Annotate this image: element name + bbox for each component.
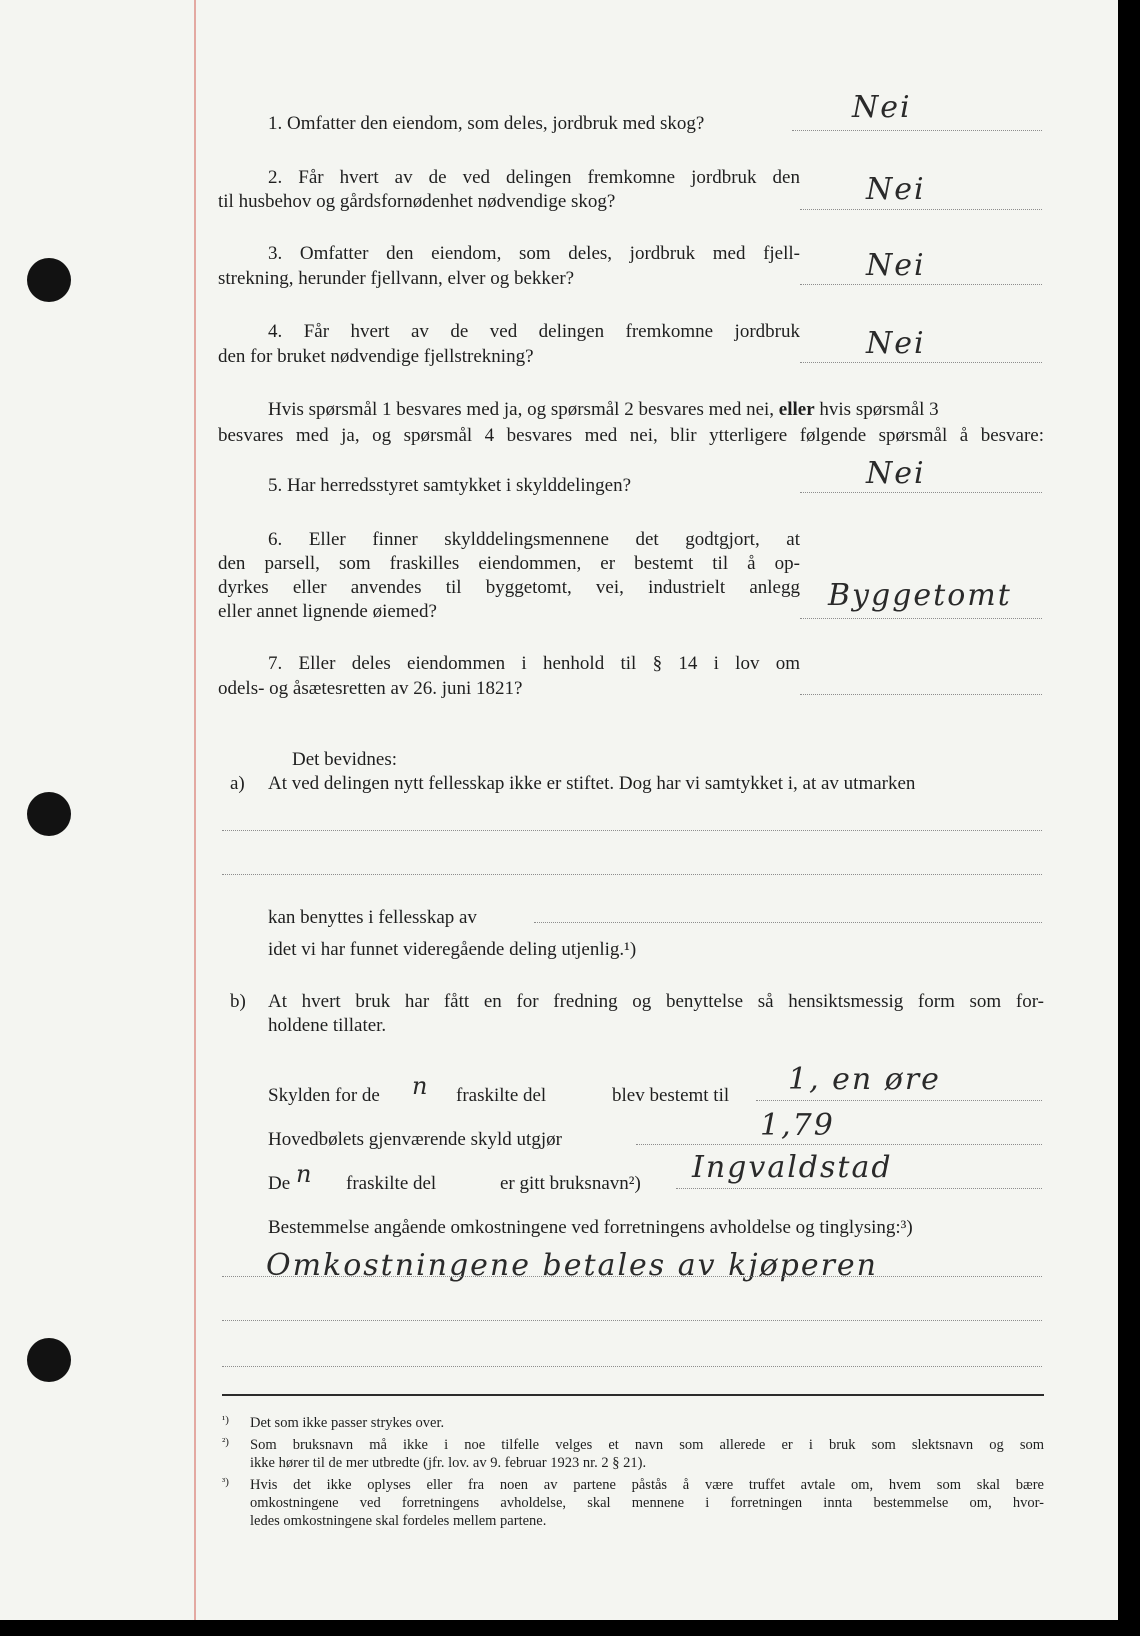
bruksnavn-hand-n: n [296,1160,314,1188]
question-3-line1: 3. Omfatter den eiendom, som deles, jordbruk med fjell- [268,243,800,264]
question-6-line3: dyrkes eller anvendes til byggetomt, vei, industrielt anlegg [218,577,800,598]
punch-hole [27,1338,71,1382]
bevis-idet-text: idet vi har funnet videregående deling utjenlig.¹) [268,939,637,960]
question-6-line2: den parsell, som fraskilles eiendommen, er bestemt til å op- [218,553,800,574]
answer-line [800,284,1042,285]
answer-line [800,694,1042,695]
bevis-a-label: a) [230,773,245,794]
footnote-1-num: ¹) [222,1414,229,1426]
answer-line [800,618,1042,619]
skyld-hand-n: n [412,1072,430,1100]
conditional-bold: eller [778,399,815,420]
footnote-rule [222,1394,1044,1396]
question-3-answer: Nei [866,248,926,283]
footnote-2-line2: ikke hører til de mer utbredte (jfr. lov. av 9. februar 1923 nr. 2 § 21). [250,1455,647,1471]
blank-line [222,874,1042,875]
bruksnavn-label-b: fraskilte del [346,1173,437,1194]
question-5-answer: Nei [866,456,926,491]
footnote-2-num: ²) [222,1436,229,1448]
punch-hole [27,258,71,302]
skyld-label-a: Skylden for de [268,1085,380,1106]
answer-line [792,130,1042,131]
answer-line [800,209,1042,210]
footnote-3-line2: omkostningene ved forretningens avholdelse, skal mennene i forretningen innta bestemmelse om, hvor- [250,1495,1044,1511]
bevis-kan-text: kan benyttes i fellesskap av [268,907,477,928]
blank-line [222,830,1042,831]
bruksnavn-label-c: er gitt bruksnavn²) [500,1173,641,1194]
bevis-a-text: At ved delingen nytt fellesskap ikke er stiftet. Dog har vi samtykket i, at av utmarken [268,773,916,794]
question-1-text: 1. Omfatter den eiendom, som deles, jordbruk med skog? [268,113,705,134]
conditional-line2: besvares med ja, og spørsmål 4 besvares med nei, blir ytterligere følgende spørsmål å besvare: [218,425,1044,446]
hoved-label: Hovedbølets gjenværende skyld utgjør [268,1129,562,1150]
answer-line [800,362,1042,363]
bevis-heading: Det bevidnes: [292,749,398,770]
conditional-line1 [268,398,939,422]
blank-line [222,1276,1042,1277]
omkost-value: Omkostningene betales av kjøperen [266,1248,879,1283]
blank-line [534,922,1042,923]
answer-line [676,1188,1042,1189]
question-6-answer: Byggetomt [828,578,1012,613]
footnote-3-line1: Hvis det ikke oplyses eller fra noen av partene påstås å være truffet avtale om, hvem som skal bære [250,1477,1044,1493]
question-2-line2: til husbehov og gårdsfornødenhet nødvendige skog? [218,191,616,212]
answer-line [800,492,1042,493]
question-6-line1: 6. Eller finner skylddelingsmennene det godtgjort, at [268,529,800,550]
answer-line [636,1144,1042,1145]
question-1-answer: Nei [852,90,912,125]
blank-line [222,1366,1042,1367]
question-4-answer: Nei [866,326,926,361]
footnote-1-line1: Det som ikke passer strykes over. [250,1415,445,1431]
bevis-b-line1: At hvert bruk har fått en for fredning og benyttelse så hensiktsmessig form som for- [268,991,1044,1012]
bevis-b-label: b) [230,991,246,1012]
skyld-value: 1, en øre [788,1062,941,1097]
skyld-label-c: blev bestemt til [612,1085,730,1106]
question-4-line1: 4. Får hvert av de ved delingen fremkomne jordbruk [268,321,800,342]
bruksnavn-value: Ingvaldstad [692,1150,893,1185]
hoved-value: 1,79 [760,1108,835,1143]
footnote-2-line1: Som bruksnavn må ikke i noe tilfelle velges et navn som allerede er i bruk som slektsnavn og som [250,1437,1044,1453]
conditional-text-b: hvis spørsmål 3 [819,399,939,420]
skyld-label-b: fraskilte del [456,1085,547,1106]
omkost-label: Bestemmelse angående omkostningene ved forretningens avholdelse og tinglysing:³) [268,1217,913,1238]
question-2-answer: Nei [866,172,926,207]
question-2-line1: 2. Får hvert av de ved delingen fremkomne jordbruk den [268,167,800,188]
question-7-line2: odels- og åsætesretten av 26. juni 1821? [218,678,523,699]
question-4-line2: den for bruket nødvendige fjellstrekning? [218,346,534,367]
question-6-line4: eller annet lignende øiemed? [218,601,437,622]
blank-line [222,1320,1042,1321]
question-3-line2: strekning, herunder fjellvann, elver og bekker? [218,268,575,289]
bruksnavn-label-a: De [268,1173,291,1194]
footnote-3-line3: ledes omkostningene skal fordeles mellem partene. [250,1513,547,1529]
answer-line [756,1100,1042,1101]
punch-hole [27,792,71,836]
question-5-text: 5. Har herredsstyret samtykket i skylddelingen? [268,475,632,496]
bevis-b-line2: holdene tillater. [268,1015,387,1036]
footnote-3-num: ³) [222,1476,229,1488]
margin-line [194,0,196,1620]
question-7-line1: 7. Eller deles eiendommen i henhold til § 14 i lov om [268,653,800,674]
conditional-text-a: Hvis spørsmål 1 besvares med ja, og spørsmål 2 besvares med nei, [268,399,775,420]
